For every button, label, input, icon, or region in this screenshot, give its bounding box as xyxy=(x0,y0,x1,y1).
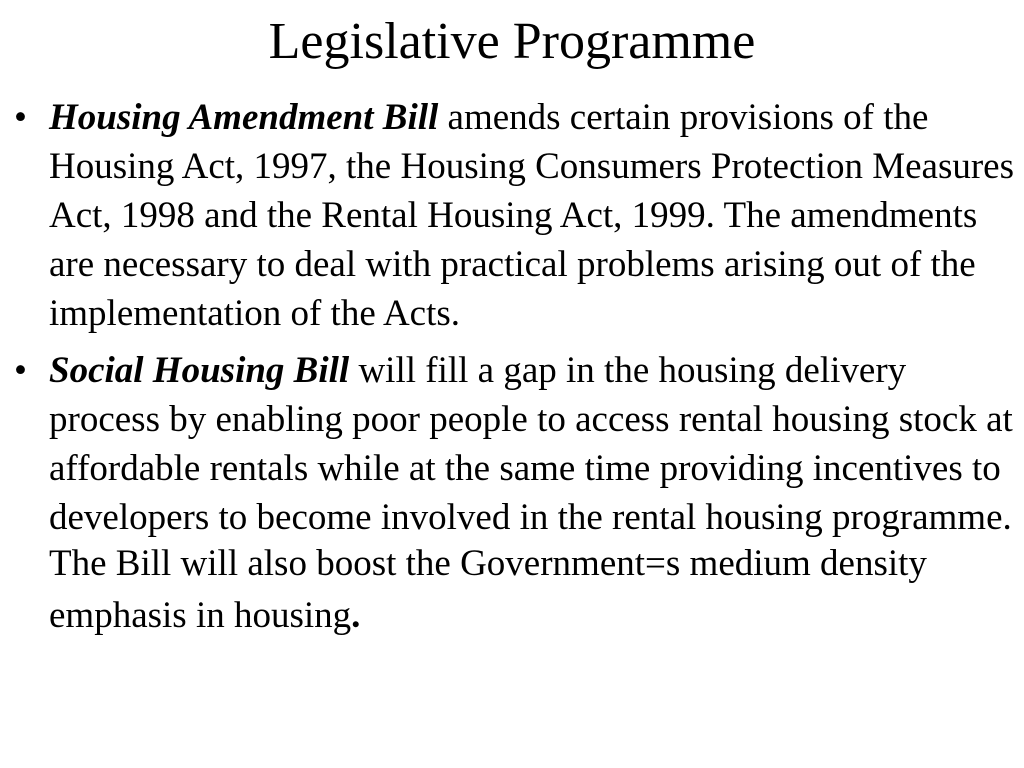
final-period: . xyxy=(351,595,361,636)
bill-name-social-housing: Social Housing Bill xyxy=(49,350,350,391)
continuation-text: The Bill will also boost the Government=s medium density emphasis in housing xyxy=(49,543,927,636)
slide-title: Legislative Programme xyxy=(268,13,756,70)
bullet-continuation xyxy=(49,538,1016,642)
bullet-social-housing-bill xyxy=(12,346,1016,642)
bullet-housing-amendment-bill xyxy=(12,93,1016,338)
bullet-marker: • xyxy=(14,97,27,138)
bullet-list xyxy=(12,93,1016,650)
bullet-text: will fill a gap in the housing delivery process by enabling poor people to access rental housing stock at affordable rentals while at the same time providing incentives to developers to become involved in the rental housing programme. xyxy=(49,350,1013,538)
bill-name-housing-amendment: Housing Amendment Bill xyxy=(49,97,439,138)
bullet-text: amends certain provisions of the Housing Act, 1997, the Housing Consumers Protection Measures Act, 1998 and the Rental Housing Act, 1999. The amendments are necessary to deal with practical problems arising out of the implementation of the Acts. xyxy=(49,97,1014,334)
bullet-marker: • xyxy=(14,350,27,391)
